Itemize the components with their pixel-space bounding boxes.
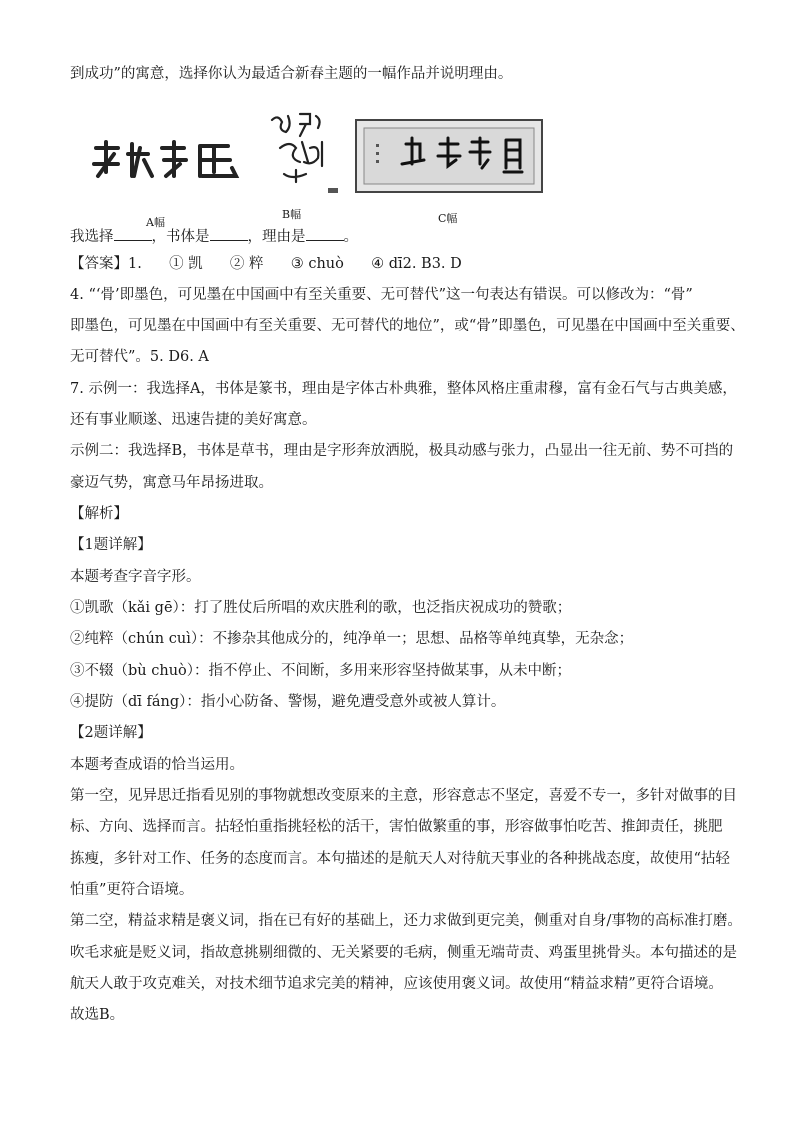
section-heading: 【解析】 bbox=[70, 506, 128, 522]
answer-4-value: dī2. B3. D bbox=[388, 256, 462, 272]
section-heading: 【2题详解】 bbox=[70, 725, 152, 741]
text-line: 4. “‘骨’即墨色，可见墨在中国画中有至关重要、无可替代”这一句表达有错误。可以修改为：“骨” bbox=[70, 287, 693, 303]
figure-b-caption: B幅 bbox=[282, 208, 302, 221]
blank-reason bbox=[306, 226, 344, 241]
text-line: 无可替代”。5. D6. A bbox=[70, 349, 209, 365]
text-line: 拣瘦，多针对工作、任务的态度而言。本句描述的是航天人对待航天事业的各种挑战态度，故使用“拈轻 bbox=[70, 851, 730, 867]
answer-3-value: chuò bbox=[308, 256, 344, 272]
figure-a bbox=[88, 120, 248, 229]
text-line: 第二空，精益求精是褒义词，指在已有好的基础上，还力求做到更完美，侧重对自身/事物的高标准打磨。 bbox=[70, 913, 742, 929]
text-line: 本题考查字音字形。 bbox=[70, 569, 201, 585]
blank-script bbox=[210, 226, 248, 241]
text-line: 本题考查成语的恰当运用。 bbox=[70, 757, 244, 773]
figure-a-caption: A幅 bbox=[146, 216, 165, 229]
figure-b-calligraphy-image bbox=[266, 108, 346, 200]
text-line: 还有事业顺遂、迅速告捷的美好寓意。 bbox=[70, 412, 317, 428]
figure-c-calligraphy-image bbox=[354, 116, 544, 200]
text-line: ④提防（dī fáng）：指小心防备、警惕，避免遭受意外或被人算计。 bbox=[70, 694, 506, 710]
text-line: 示例二：我选择B，书体是草书，理由是字形奔放洒脱，极具动感与张力，凸显出一往无前、势不可挡的 bbox=[70, 443, 734, 459]
fill-text-4: 。 bbox=[343, 229, 358, 245]
figure-b bbox=[266, 108, 346, 221]
text-line: ③不辍（bù chuò）：指不停止、不间断，多用来形容坚持做某事，从未中断； bbox=[70, 663, 572, 679]
text-line: 吹毛求疵是贬义词，指故意挑剔细微的、无关紧要的毛病，侧重无端苛责、鸡蛋里挑骨头。本句描述的是 bbox=[70, 945, 737, 961]
text-line: ①凯歌（kǎi gē）：打了胜仗后所唱的欢庆胜利的歌，也泛指庆祝成功的赞歌； bbox=[70, 600, 572, 616]
figure-c bbox=[354, 116, 544, 225]
fill-in-line bbox=[70, 226, 358, 247]
answer-4-number: ④ bbox=[371, 256, 385, 272]
fill-text-1: 我选择 bbox=[70, 229, 114, 245]
answer-3-number: ③ bbox=[290, 256, 304, 272]
text-line: 航天人敢于攻克难关，对技术细节追求完美的精神，应该使用褒义词。故使用“精益求精”更符合语境。 bbox=[70, 976, 723, 992]
fill-text-3: ，理由是 bbox=[247, 229, 306, 245]
answer-1-value: 凯 bbox=[188, 256, 203, 272]
figure-a-calligraphy-image bbox=[88, 120, 248, 200]
text-line: 豪迈气势，寓意马年昂扬进取。 bbox=[70, 475, 273, 491]
answer-2-value: 粹 bbox=[249, 256, 264, 272]
blank-choice bbox=[114, 226, 152, 241]
fill-text-2: ，书体是 bbox=[151, 229, 210, 245]
text-line: 故选B。 bbox=[70, 1007, 125, 1023]
text-line: ②纯粹（chún cuì）：不掺杂其他成分的，纯净单一；思想、品格等单纯真挚，无杂念； bbox=[70, 631, 634, 647]
calligraphy-figures bbox=[88, 108, 558, 229]
intro-line: 到成功”的寓意，选择你认为最适合新春主题的一幅作品并说明理由。 bbox=[70, 66, 513, 82]
answer-line bbox=[70, 254, 462, 274]
answer-2-number: ② bbox=[229, 256, 245, 272]
section-heading: 【1题详解】 bbox=[70, 537, 152, 553]
text-line: 即墨色，可见墨在中国画中有至关重要、无可替代的地位”，或“骨”即墨色，可见墨在中国画中至关重要、 bbox=[70, 318, 745, 334]
answer-prefix: 【答案】1. bbox=[70, 256, 142, 272]
answer-1-number: ① bbox=[169, 256, 184, 272]
figure-c-caption: C幅 bbox=[438, 212, 458, 225]
text-line: 第一空，见异思迁指看见别的事物就想改变原来的主意，形容意志不坚定，喜爱不专一，多针对做事的目 bbox=[70, 788, 737, 804]
text-line: 标、方向、选择而言。拈轻怕重指挑轻松的活干，害怕做繁重的事，形容做事怕吃苦、推卸责任，挑肥 bbox=[70, 819, 723, 835]
text-line: 怕重”更符合语境。 bbox=[70, 882, 194, 898]
text-line: 7. 示例一：我选择A，书体是篆书，理由是字体古朴典雅，整体风格庄重肃穆，富有金石气与古典美感， bbox=[70, 381, 737, 397]
